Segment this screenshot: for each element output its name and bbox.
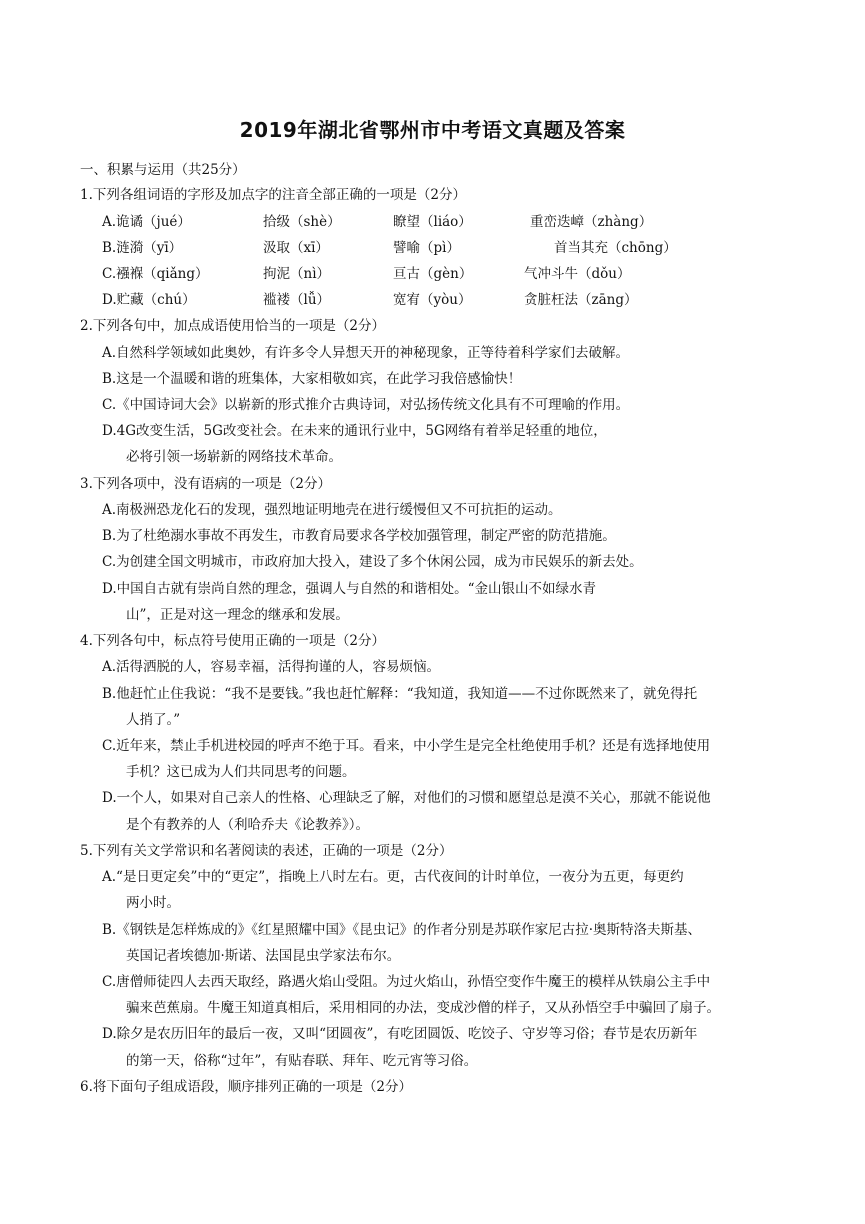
q2-option-d-line1: D.4G改变生活，5G改变社会。在未来的通讯行业中，5G网络有着举足轻重的地位， — [102, 423, 607, 439]
q5-option-d-line1: D.除夕是农历旧年的最后一夜，又叫“团圆夜”，有吃团圆饭、吃饺子、守岁等习俗；春节是农历新年 — [102, 1026, 698, 1042]
q1-option-a-2: 拾级（shè） — [263, 214, 341, 230]
q4-option-d-line2: 是个有教养的人（利哈乔夫《论教养》）。 — [126, 817, 369, 833]
question-4-stem: 4.下列各句中，标点符号使用正确的一项是（2分） — [80, 633, 385, 649]
q1-option-a-1: A.诡谲（jué） — [102, 214, 191, 230]
q5-option-b-line1: B.《钢铁是怎样炼成的》《红星照耀中国》《昆虫记》的作者分别是苏联作家尼古拉·奥斯特洛夫斯基、 — [102, 922, 702, 938]
section-heading: 一、积累与运用（共25分） — [80, 162, 246, 178]
q5-option-a-line2: 两小时。 — [126, 895, 180, 911]
q2-option-c: C.《中国诗词大会》以崭新的形式推介古典诗词，对弘扬传统文化具有不可理喻的作用。 — [102, 397, 630, 413]
q5-option-d-line2: 的第一天，俗称“过年”，有贴春联、拜年、吃元宵等习俗。 — [126, 1053, 478, 1069]
q5-option-c-line2: 骗来芭蕉扇。牛魔王知道真相后，采用相同的办法，变成沙僧的样子，又从孙悟空手中骗回了扇子。 — [126, 1000, 720, 1016]
q4-option-a: A.活得洒脱的人，容易幸福，活得拘谨的人，容易烦恼。 — [102, 659, 441, 675]
q1-option-c-2: 拘泥（nì） — [263, 266, 331, 282]
q3-option-c: C.为创建全国文明城市，市政府加大投入，建设了多个休闲公园，成为市民娱乐的新去处。 — [102, 554, 643, 570]
question-6-stem: 6.将下面句子组成语段，顺序排列正确的一项是（2分） — [80, 1079, 412, 1095]
q1-option-b-2: 汲取（xī） — [263, 240, 329, 256]
q2-option-a: A.自然科学领域如此奥妙，有许多令人异想天开的神秘现象，正等待着科学家们去破解。 — [102, 345, 630, 361]
q4-option-b-line1: B.他赶忙止住我说：“我不是要钱。”我也赶忙解释：“我知道，我知道——不过你既然来了，就免得托 — [102, 686, 698, 702]
question-2-stem: 2.下列各句中，加点成语使用恰当的一项是（2分） — [80, 318, 385, 334]
q1-option-c-3: 亘古（gèn） — [393, 266, 473, 282]
q3-option-d-line2: 山”，正是对这一理念的继承和发展。 — [126, 607, 349, 623]
q5-option-a-line1: A.“是日更定矣”中的“更定”，指晚上八时左右。更，古代夜间的计时单位，一夜分为五更，每更约 — [102, 869, 684, 885]
q1-option-b-4: 首当其充（chōng） — [554, 240, 677, 256]
q3-option-d-line1: D.中国自古就有崇尚自然的理念，强调人与自然的和谐相处。“金山银山不如绿水青 — [102, 581, 597, 597]
question-1-stem: 1.下列各组词语的字形及加点字的注音全部正确的一项是（2分） — [80, 187, 466, 203]
q4-option-c-line2: 手机？这已成为人们共同思考的问题。 — [126, 764, 356, 780]
q1-option-b-1: B.涟漪（yī） — [102, 240, 183, 256]
q1-option-d-3: 宽宥（yòu） — [393, 292, 472, 308]
q5-option-b-line2: 英国记者埃德加·斯诺、法国昆虫学家法布尔。 — [126, 948, 401, 964]
q2-option-d-line2: 必将引领一场崭新的网络技术革命。 — [126, 449, 342, 465]
q1-option-c-1: C.襁褓（qiǎng） — [102, 266, 209, 282]
q3-option-a: A.南极洲恐龙化石的发现，强烈地证明地壳在进行缓慢但又不可抗拒的运动。 — [102, 502, 562, 518]
q1-option-a-3: 瞭望（liáo） — [393, 214, 472, 230]
q2-option-b: B.这是一个温暖和谐的班集体，大家相敬如宾，在此学习我倍感愉快！ — [102, 371, 522, 387]
page-title: 2019年湖北省鄂州市中考语文真题及答案 — [239, 118, 626, 142]
q4-option-d-line1: D.一个人，如果对自己亲人的性格、心理缺乏了解，对他们的习惯和愿望总是漠不关心，那就不能说他 — [102, 790, 711, 806]
q1-option-d-2: 褴褛（lǚ） — [263, 292, 331, 308]
q1-option-b-3: 譬喻（pì） — [393, 240, 460, 256]
q5-option-c-line1: C.唐僧师徒四人去西天取经，路遇火焰山受阻。为过火焰山，孙悟空变作牛魔王的模样从铁扇公主手中 — [102, 974, 711, 990]
question-5-stem: 5.下列有关文学常识和名著阅读的表述，正确的一项是（2分） — [80, 843, 453, 859]
q4-option-c-line1: C.近年来，禁止手机进校园的呼声不绝于耳。看来，中小学生是完全杜绝使用手机？还是有选择地使用 — [102, 738, 711, 754]
q1-option-a-4: 重峦迭嶂（zhàng） — [530, 214, 653, 230]
q4-option-b-line2: 人捎了。” — [126, 712, 181, 728]
q1-option-d-4: 贪脏枉法（zāng） — [524, 292, 638, 308]
q1-option-c-4: 气冲斗牛（dǒu） — [524, 266, 631, 282]
q3-option-b: B.为了杜绝溺水事故不再发生，市教育局要求各学校加强管理，制定严密的防范措施。 — [102, 528, 616, 544]
q1-option-d-1: D.贮藏（chú） — [102, 292, 196, 308]
question-3-stem: 3.下列各项中，没有语病的一项是（2分） — [80, 476, 331, 492]
